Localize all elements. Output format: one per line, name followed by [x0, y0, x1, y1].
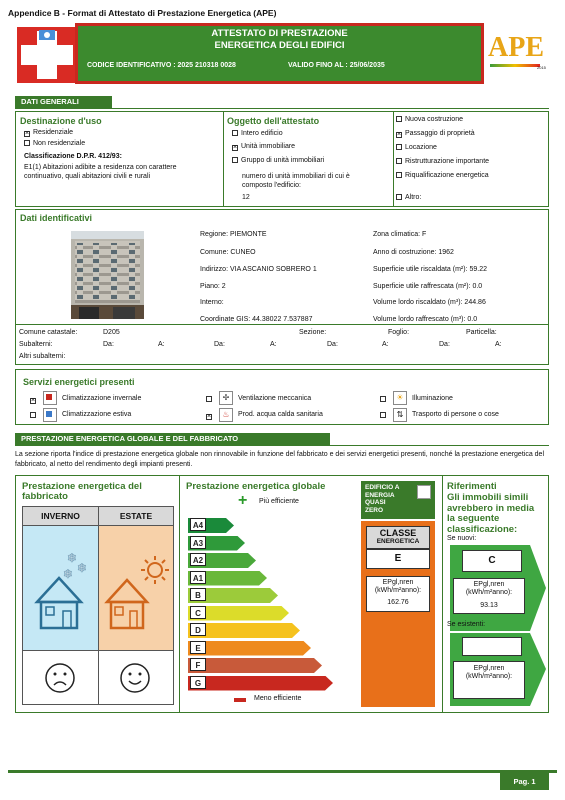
- plus-icon: +: [238, 492, 248, 509]
- esist-ep-2: (kWh/m²anno):: [465, 673, 513, 680]
- svg-text:❄: ❄: [67, 551, 78, 565]
- locazione-label: Locazione: [405, 144, 437, 151]
- volume-riscaldato: Volume lordo riscaldato (m³): 244.86: [373, 299, 486, 306]
- illuminazione-label: Illuminazione: [412, 395, 453, 402]
- passaggio-label: Passaggio di proprietà: [405, 130, 475, 137]
- grade-label-e: E: [190, 641, 206, 654]
- interno: Interno:: [200, 299, 224, 306]
- ep-label-2: (kWh/m²anno):: [374, 587, 422, 594]
- subalterni-a-2: A:: [270, 341, 277, 348]
- code-value: 2025 210318 0028: [177, 62, 236, 69]
- fabbricato-panel: [22, 506, 174, 705]
- region-logo-icon: [17, 27, 77, 83]
- classificazione-label: Classificazione D.P.R. 412/93:: [24, 153, 122, 160]
- sezione-label: Sezione:: [299, 329, 327, 336]
- prestazione-box: [15, 475, 549, 713]
- grade-label-g: G: [190, 676, 206, 689]
- meno-efficiente-label: Meno efficiente: [254, 695, 302, 702]
- volume-raffrescato: Volume lordo raffrescato (m³): 0.0: [373, 316, 478, 323]
- fabbricato-title-2: fabbricato: [22, 491, 68, 502]
- title-banner: [75, 23, 484, 84]
- grade-bar-a1: [188, 571, 275, 586]
- comune-catastale-label: Comune catastale:: [19, 329, 78, 336]
- altri-subalterni-label: Altri subalterni:: [19, 353, 66, 360]
- nzeb-line2: ENERGIA: [365, 491, 395, 499]
- building-photo: [71, 231, 144, 319]
- non-residenziale-label: Non residenziale: [33, 140, 86, 147]
- prestazione-intro: La sezione riporta l'indice di prestazione energetica globale non rinnovabile in funzione del fabbricato e dei servizi energetici presenti, nonché la prestazione energetica del fabbricato, al netto del rendimento degli impianti presenti.: [15, 451, 545, 468]
- grade-bar-e: [188, 641, 319, 656]
- grade-bar-a4: [188, 518, 242, 533]
- svg-text:❄: ❄: [77, 561, 88, 575]
- nuovi-arrow: [450, 545, 546, 631]
- ventilazione-checkbox: [206, 396, 212, 402]
- nuovi-value: 93.13: [480, 602, 498, 609]
- classificazione-text: E1(1) Abitazioni adibite a residenza con carattere continuativo, quali abitazioni civili e rurali: [24, 164, 177, 180]
- grade-label-a2: A2: [190, 553, 206, 566]
- grade-bar-g: [188, 676, 341, 691]
- riqualificazione-label: Riqualificazione energetica: [405, 172, 489, 179]
- altro-label: Altro:: [405, 194, 422, 201]
- nuovi-ep-1: EPgl,nren: [473, 581, 505, 588]
- ep-box: [366, 576, 430, 612]
- oggetto-title: Oggetto dell'attestato: [227, 116, 320, 126]
- valid-label: VALIDO FINO AL :: [288, 62, 348, 69]
- grade-label-f: F: [190, 658, 206, 671]
- nuova-checkbox: [396, 116, 402, 122]
- subalterni-label: Subalterni:: [19, 341, 53, 348]
- subalterni-a-1: A:: [158, 341, 165, 348]
- faucet-icon: ♨: [219, 408, 233, 422]
- grade-label-a4: A4: [190, 518, 206, 531]
- gruppo-label: Gruppo di unità immobiliari: [241, 157, 325, 164]
- coordinate: Coordinate GIS: 44.38022 7.537887: [200, 316, 313, 323]
- non-residenziale-checkbox: [24, 140, 30, 146]
- page-number: Pag. 1: [500, 773, 549, 790]
- winter-house-icon: [23, 526, 99, 650]
- grade-label-a1: A1: [190, 571, 206, 584]
- esist-ep-1: EPgl,nren: [473, 665, 505, 672]
- piano: Piano: 2: [200, 283, 226, 290]
- riferimenti-text: Gli immobili simili avrebbero in media la seguente classificazione:: [447, 492, 535, 535]
- ep-value: 162.76: [387, 599, 409, 606]
- valid-value: 25/06/2035: [349, 62, 385, 69]
- piu-efficiente-label: Più efficiente: [259, 498, 299, 505]
- altro-checkbox: [396, 194, 402, 200]
- identificativi-title: Dati identificativi: [20, 213, 93, 223]
- title-line2: ENERGETICA DEGLI EDIFICI: [214, 40, 345, 51]
- grade-label-a3: A3: [190, 536, 206, 549]
- grade-bar-b: [188, 588, 286, 603]
- locazione-checkbox: [396, 144, 402, 150]
- destinazione-title: Destinazione d'uso: [20, 116, 102, 126]
- fabbricato-title-1: Prestazione energetica del: [22, 481, 142, 492]
- passaggio-checkbox: [396, 132, 402, 138]
- comune: Comune: CUNEO: [200, 249, 256, 256]
- unita-label: Unità immobiliare: [241, 143, 296, 150]
- ape-logo: [488, 30, 550, 72]
- section-prestazione: PRESTAZIONE ENERGETICA GLOBALE E DEL FABBRICATO: [15, 433, 330, 445]
- clim-inv-label: Climatizzazione invernale: [62, 395, 142, 402]
- dati-identificativi-box: [15, 209, 549, 365]
- numero-label: numero di unità immobiliari di cui è composto l'edificio:: [242, 173, 350, 189]
- title-line1: ATTESTATO DI PRESTAZIONE: [211, 28, 348, 39]
- ape-year: 2015: [537, 65, 546, 70]
- ristrutturazione-label: Ristrutturazione importante: [405, 158, 490, 165]
- nuovi-ep-2: (kWh/m²anno):: [465, 589, 513, 596]
- section-dati-generali: DATI GENERALI: [15, 96, 112, 108]
- illuminazione-checkbox: [380, 396, 386, 402]
- ep-label-1: EPgl,nren: [382, 579, 414, 586]
- globale-title: Prestazione energetica globale: [186, 481, 326, 492]
- summer-happy-face-icon: [119, 662, 151, 696]
- se-esistenti-label: Se esistenti:: [447, 621, 486, 628]
- servizi-title: Servizi energetici presenti: [23, 377, 135, 387]
- intero-label: Intero edificio: [241, 130, 283, 137]
- subalterni-da-3: Da:: [327, 341, 338, 348]
- esistenti-class: [462, 637, 522, 656]
- energy-scale: [188, 518, 358, 693]
- nzeb-line4: ZERO: [365, 506, 384, 514]
- residenziale-label: Residenziale: [33, 129, 74, 136]
- trasporto-checkbox: [380, 412, 386, 418]
- grade-label-b: B: [190, 588, 206, 601]
- svg-text:❄: ❄: [63, 567, 74, 581]
- nzeb-line3: QUASI: [365, 499, 386, 506]
- clim-est-checkbox: [30, 412, 36, 418]
- superficie-riscaldata: Superficie utile riscaldata (m²): 59.22: [373, 266, 487, 273]
- winter-sad-face-icon: [44, 662, 76, 696]
- grade-label-d: D: [190, 623, 206, 636]
- appendix-title: Appendice B - Format di Attestato di Prestazione Energetica (APE): [8, 8, 277, 18]
- indirizzo: Indirizzo: VIA ASCANIO SOBRERO 1: [200, 266, 317, 273]
- classe-line2: ENERGETICA: [376, 538, 420, 545]
- air-conditioner-icon: [43, 408, 57, 422]
- nuovi-class: C: [462, 550, 522, 572]
- minus-icon: [234, 698, 246, 702]
- code-label: CODICE IDENTIFICATIVO :: [87, 62, 176, 69]
- elevator-icon: ⇅: [393, 408, 407, 422]
- acqua-checkbox: [206, 414, 212, 420]
- riqualificazione-checkbox: [396, 172, 402, 178]
- unita-checkbox: [232, 145, 238, 151]
- clim-inv-checkbox: [30, 398, 36, 404]
- numero-value: 12: [242, 194, 250, 201]
- classe-panel: [361, 521, 435, 707]
- footer-line: [8, 770, 557, 773]
- regione: Regione: PIEMONTE: [200, 231, 267, 238]
- grade-bar-a3: [188, 536, 253, 551]
- grade-bar-c: [188, 606, 297, 621]
- ristrutturazione-checkbox: [396, 158, 402, 164]
- intero-checkbox: [232, 130, 238, 136]
- riferimenti-title: Riferimenti: [447, 481, 497, 492]
- estate-label: ESTATE: [99, 507, 173, 526]
- grade-bar-f: [188, 658, 330, 673]
- subalterni-a-4: A:: [495, 341, 502, 348]
- classe-value: E: [366, 549, 430, 569]
- lightbulb-icon: ☀: [393, 391, 407, 405]
- inverno-label: INVERNO: [23, 507, 99, 526]
- subalterni-da-2: Da:: [214, 341, 225, 348]
- grade-label-c: C: [190, 606, 206, 619]
- classe-line1: CLASSE: [379, 528, 417, 538]
- grade-bar-d: [188, 623, 308, 638]
- trasporto-label: Trasporto di persone o cose: [412, 411, 499, 418]
- dati-generali-box: [15, 111, 549, 207]
- radiator-icon: [43, 391, 57, 405]
- residenziale-checkbox: [24, 131, 30, 137]
- clim-est-label: Climatizzazione estiva: [62, 411, 132, 418]
- anno-costruzione: Anno di costruzione: 1962: [373, 249, 454, 256]
- nzeb-box: [361, 481, 435, 519]
- se-nuovi-label: Se nuovi:: [447, 535, 477, 542]
- nuova-label: Nuova costruzione: [405, 116, 463, 123]
- nzeb-line1: EDIFICIO A: [365, 484, 400, 491]
- gruppo-checkbox: [232, 157, 238, 163]
- esistenti-arrow: [450, 633, 546, 706]
- subalterni-a-3: A:: [382, 341, 389, 348]
- superficie-raffrescata: Superficie utile raffrescata (m²): 0.0: [373, 283, 483, 290]
- subalterni-da-4: Da:: [439, 341, 450, 348]
- ape-logo-text: APE: [488, 32, 544, 63]
- particella-label: Particella:: [466, 329, 497, 336]
- summer-house-icon: [99, 526, 173, 650]
- zona-climatica: Zona climatica: F: [373, 231, 427, 238]
- ventilazione-label: Ventilazione meccanica: [238, 395, 312, 402]
- fan-icon: ✢: [219, 391, 233, 405]
- grade-bar-a2: [188, 553, 264, 568]
- foglio-label: Foglio:: [388, 329, 410, 336]
- servizi-box: [15, 369, 549, 425]
- acqua-label: Prod. acqua calda sanitaria: [238, 411, 323, 418]
- nzeb-checkbox: [417, 485, 431, 499]
- comune-catastale-value: D205: [103, 329, 120, 336]
- subalterni-da-1: Da:: [103, 341, 114, 348]
